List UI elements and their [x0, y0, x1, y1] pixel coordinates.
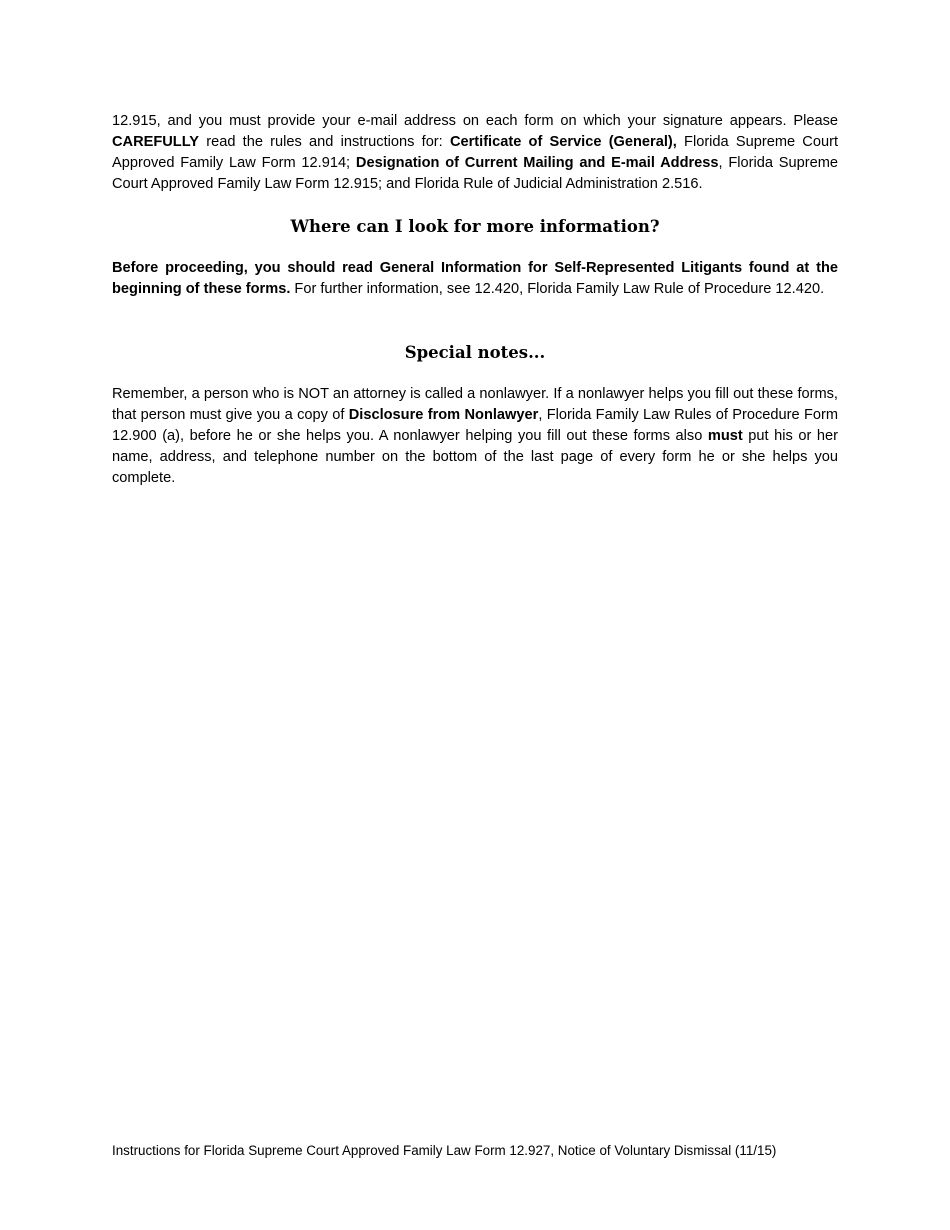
- notes-text-2: , Florida Family Law Rules of Procedure Form 12.900 (a), before he or she helps you. A nonlawyer helping you fill out these forms also: [112, 407, 838, 444]
- intro-text-1: 12.915, and you must provide your e-mail address on each form on which your signature appears. Please: [112, 113, 838, 129]
- info-paragraph: [112, 258, 838, 300]
- intro-bold-carefully: CAREFULLY: [112, 134, 200, 150]
- special-notes-heading: Special notes...: [404, 343, 546, 362]
- intro-paragraph: [112, 111, 838, 195]
- notes-bold-disclosure: Disclosure from Nonlawyer: [348, 407, 539, 423]
- intro-text-2: read the rules and instructions for:: [199, 134, 450, 150]
- intro-bold-designation: Designation of Current Mailing and E-mail Address: [355, 155, 719, 171]
- notes-text-3: put his or her name, address, and telephone number on the bottom of the last page of every form he or she helps you complete.: [112, 428, 838, 486]
- info-heading: Where can I look for more information?: [290, 217, 660, 236]
- info-bold-text: Before proceeding, you should read General Information for Self-Represented Litigants found at the beginning of these forms.: [112, 260, 838, 297]
- info-text: For further information, see 12.420, Florida Family Law Rule of Procedure 12.420.: [290, 281, 825, 297]
- special-notes-paragraph: [112, 384, 838, 489]
- page-footer: Instructions for Florida Supreme Court Approved Family Law Form 12.927, Notice of Voluntary Dismissal (11/15): [112, 1143, 777, 1158]
- intro-text-3: Florida Supreme Court Approved Family Law Form 12.914;: [112, 134, 838, 171]
- intro-bold-certificate: Certificate of Service (General),: [449, 134, 677, 150]
- intro-text-4: , Florida Supreme Court Approved Family Law Form 12.915; and Florida Rule of Judicial Administration 2.516.: [112, 155, 838, 192]
- notes-bold-must: must: [707, 428, 743, 444]
- notes-text-1: Remember, a person who is NOT an attorney is called a nonlawyer. If a nonlawyer helps you fill out these forms, that person must give you a copy of: [112, 386, 838, 423]
